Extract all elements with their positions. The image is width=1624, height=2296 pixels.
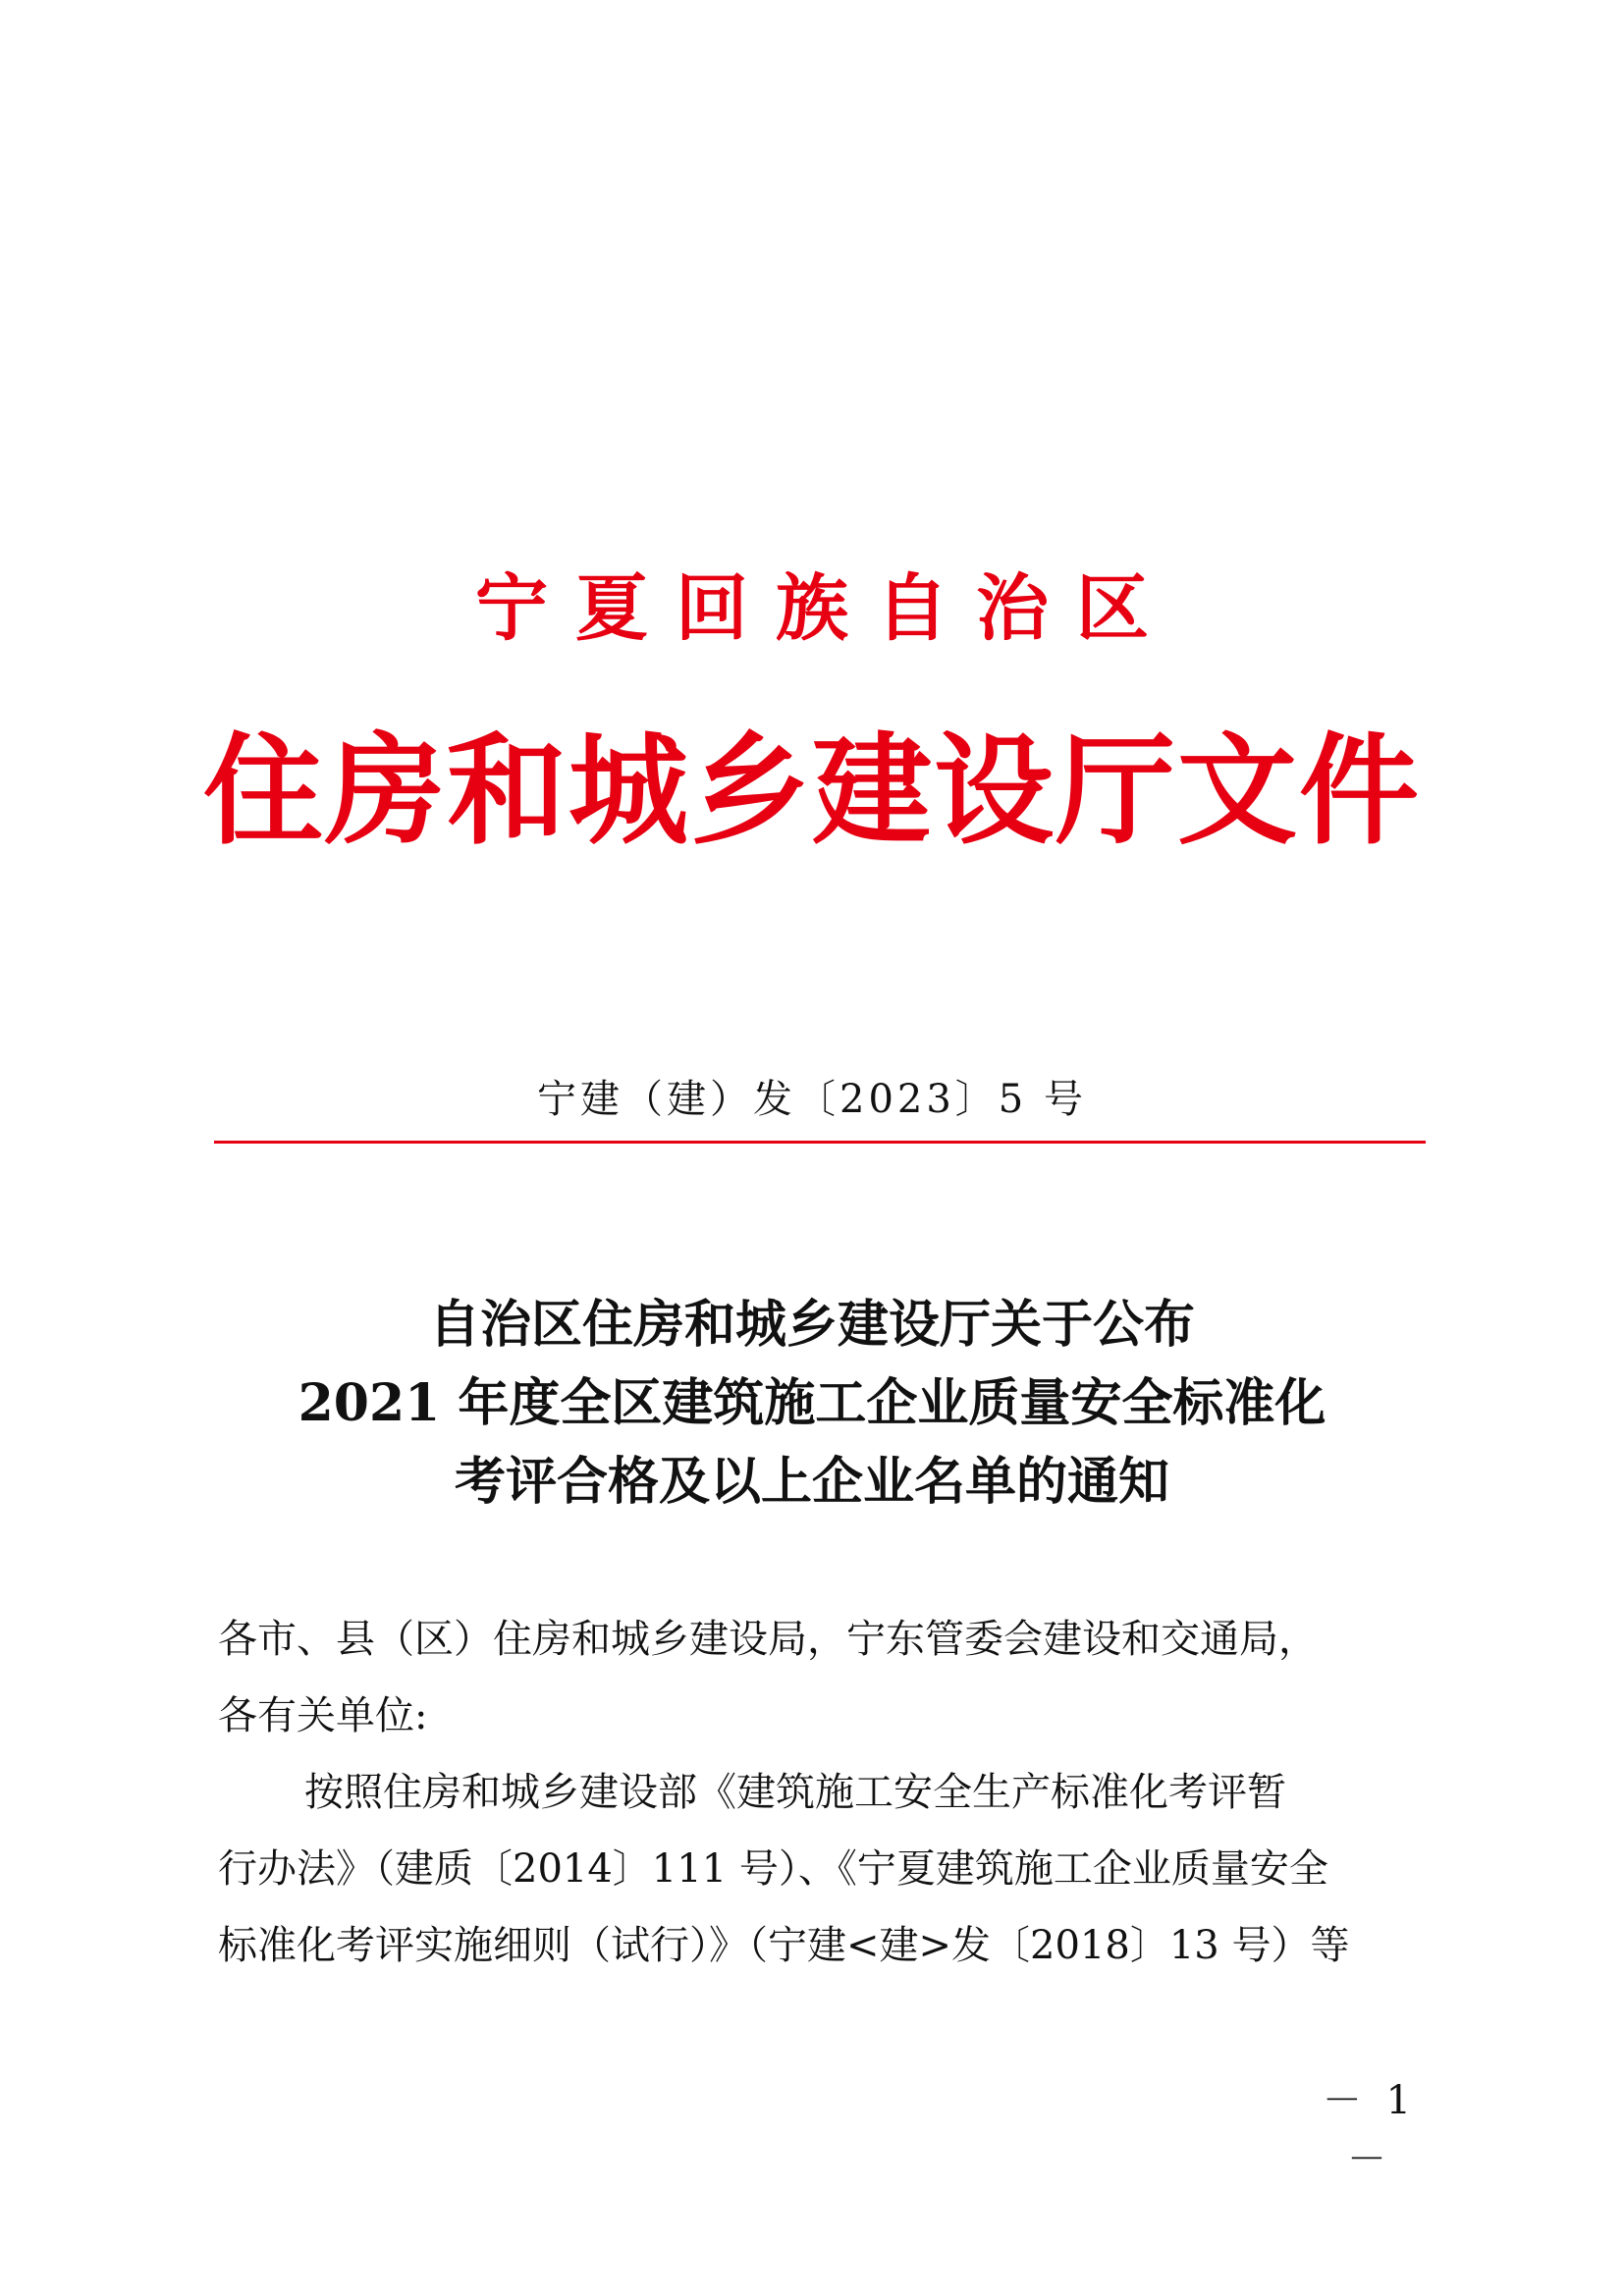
issuer-name-line1: 宁夏回族自治区 bbox=[475, 566, 1176, 651]
page-number: － 1 － bbox=[1322, 2078, 1418, 2182]
document-title-line: 考评合格及以上企业名单的通知 bbox=[454, 1452, 1169, 1512]
body-paragraph-line: 行办法》（建质〔2014〕111 号）、《宁夏建筑施工企业质量安全 bbox=[218, 1846, 1328, 1892]
document-title-line: 自治区住房和城乡建设厅关于公布 bbox=[428, 1295, 1195, 1355]
salutation-line: 各市、县（区）住房和城乡建设局，宁东管委会建设和交通局， bbox=[218, 1617, 1318, 1662]
document-title bbox=[0, 1286, 1624, 1522]
red-divider-line bbox=[214, 1141, 1426, 1144]
document-title-line: 2021 年度全区建筑施工企业质量安全标准化 bbox=[298, 1373, 1326, 1433]
body-paragraph-line: 按照住房和城乡建设部《建筑施工安全生产标准化考评暂 bbox=[304, 1770, 1286, 1815]
document-number: 宁建（建）发〔2023〕5 号 bbox=[537, 1077, 1087, 1122]
salutation-line: 各有关单位: bbox=[218, 1693, 428, 1738]
body-paragraph-line: 标准化考评实施细则（试行）》（宁建<建>发〔2018〕13 号）等 bbox=[218, 1923, 1350, 1968]
issuer-name-line2: 住房和城乡建设厅文件 bbox=[203, 720, 1421, 861]
